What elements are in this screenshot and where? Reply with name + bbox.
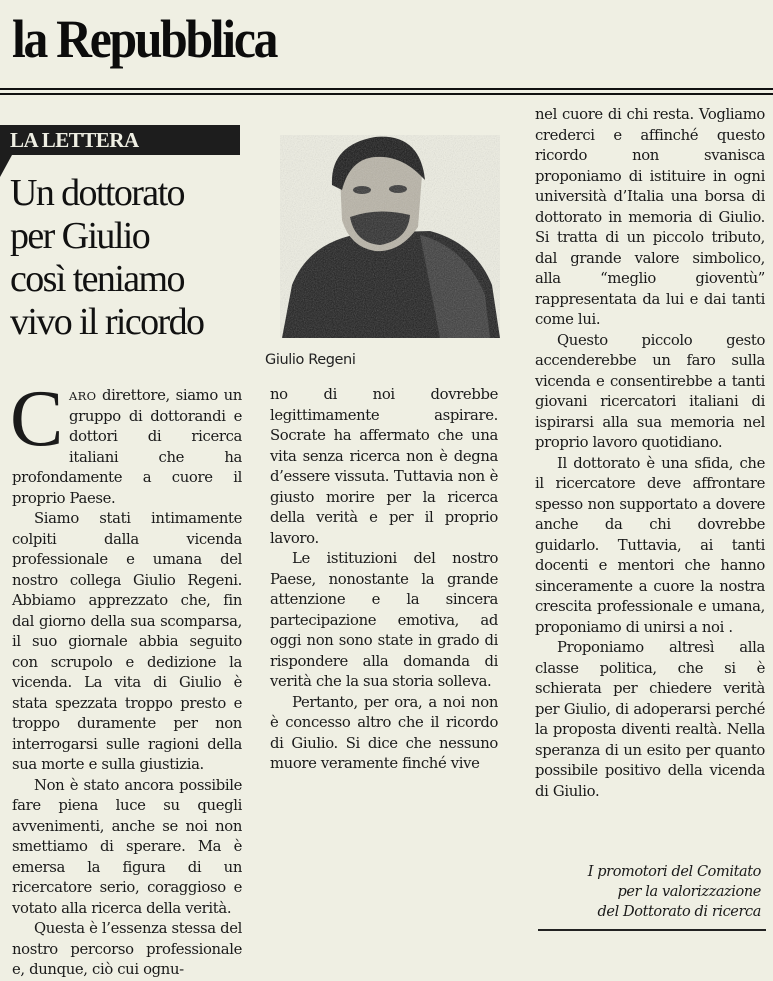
letter-signature — [588, 862, 761, 922]
article-paragraph — [10, 375, 242, 509]
article-paragraph: Siamo stati intimamente colpiti dalla vicenda professionale e umana del nostro collega Giulio Regeni. Abbiamo apprezzato che, fin dal giorno della sua scomparsa, il suo giornale abbia seguito con scrupolo e dedizione la vicenda. La vita di Giulio è stata spezzata troppo presto e troppo duramente per non interrogarsi sulle ragioni della sua morte e sulla giustizia. — [12, 510, 242, 773]
article-paragraph: Questo piccolo gesto accenderebbe un faro sulla vicenda e consentirebbe a tanti giovani ricercatori italiani di ispirarsi alla sua memoria nel proprio lavoro quotidiano. — [535, 331, 765, 451]
lead-smallcaps: ARO — [69, 389, 97, 403]
headline-line: per Giulio — [10, 215, 150, 257]
end-rule — [538, 929, 766, 931]
article-paragraph: Il dottorato è una sfida, che il ricercatore deve affrontare spesso non supportato a dovere anche da chi dovrebbe guidarlo. Tuttavia, ai tanti docenti e mentori che hanno sinceramente a cuore la nostra crescita professionale e umana, proponiamo di unirsi a noi . — [535, 454, 765, 636]
article-headline — [10, 172, 250, 344]
signature-line: del Dottorato di ricerca — [597, 904, 761, 920]
article-column-2 — [270, 385, 498, 775]
article-paragraph: Proponiamo altresì alla classe politica, che si è schierata per chiedere verità per Giulio, di adoperarsi perché la proposta diventi realtà. Nella speranza di un esito per quanto possibile positivo della vicenda di Giulio. — [535, 639, 765, 800]
portrait-photo-icon — [280, 135, 500, 338]
signature-line: per la valorizzazione — [617, 884, 761, 900]
article-column-1 — [10, 375, 242, 981]
drop-cap: C — [10, 375, 64, 463]
article-paragraph: nel cuore di chi resta. Vogliamo crederci e affinché questo ricordo non svanisca proponiamo di istituire in ogni università d’Italia una borsa di dottorato in memoria di Giulio. Si tratta di un piccolo tributo, dal grande valore simbolico, alla “meglio gioventù” rappresentata da lui e dai tanti come lui. — [535, 106, 765, 328]
article-paragraph: Pertanto, per ora, a noi non è concesso altro che il ricordo di Giulio. Si dice che nessuno muore veramente finché vive — [270, 693, 498, 772]
article-paragraph: no di noi dovrebbe legittimamente aspirare. Socrate ha affermato che una vita senza ricerca non è degna d’essere vissuta. Tuttavia non è giusto morire per la ricerca della verità e per il proprio lavoro. — [270, 386, 498, 547]
section-kicker: LA LETTERA — [0, 125, 240, 155]
article-paragraph: Questa è l’essenza stessa del nostro percorso professionale e, dunque, ciò cui ognu- — [12, 920, 242, 978]
masthead-rule — [0, 88, 773, 90]
article-paragraph: Le istituzioni del nostro Paese, nonostante la grande attenzione e la sincera partecipazione emotiva, ad oggi non sono state in grado di rispondere alla domanda di verità che la sua storia solleva. — [270, 550, 498, 690]
paragraph-text: direttore, siamo un gruppo di dottorandi e dottori di ricerca italiani che ha profondamente a cuore il proprio Paese. — [12, 387, 242, 507]
signature-line: I promotori del Comitato — [587, 864, 761, 880]
newspaper-masthead: la Repubblica — [12, 9, 277, 69]
headline-line: così teniamo — [10, 258, 184, 300]
headline-line: Un dottorato — [10, 172, 184, 214]
article-paragraph: Non è stato ancora possibile fare piena luce su quegli avvenimenti, anche se noi non smettiamo di sperare. Ma è emersa la figura di un ricercatore serio, coraggioso e votato alla ricerca della verità. — [12, 776, 242, 917]
photo-caption: Giulio Regeni — [265, 352, 356, 368]
article-column-3 — [535, 105, 765, 802]
masthead-rule-secondary — [0, 93, 773, 95]
headline-line: vivo il ricordo — [10, 301, 204, 343]
